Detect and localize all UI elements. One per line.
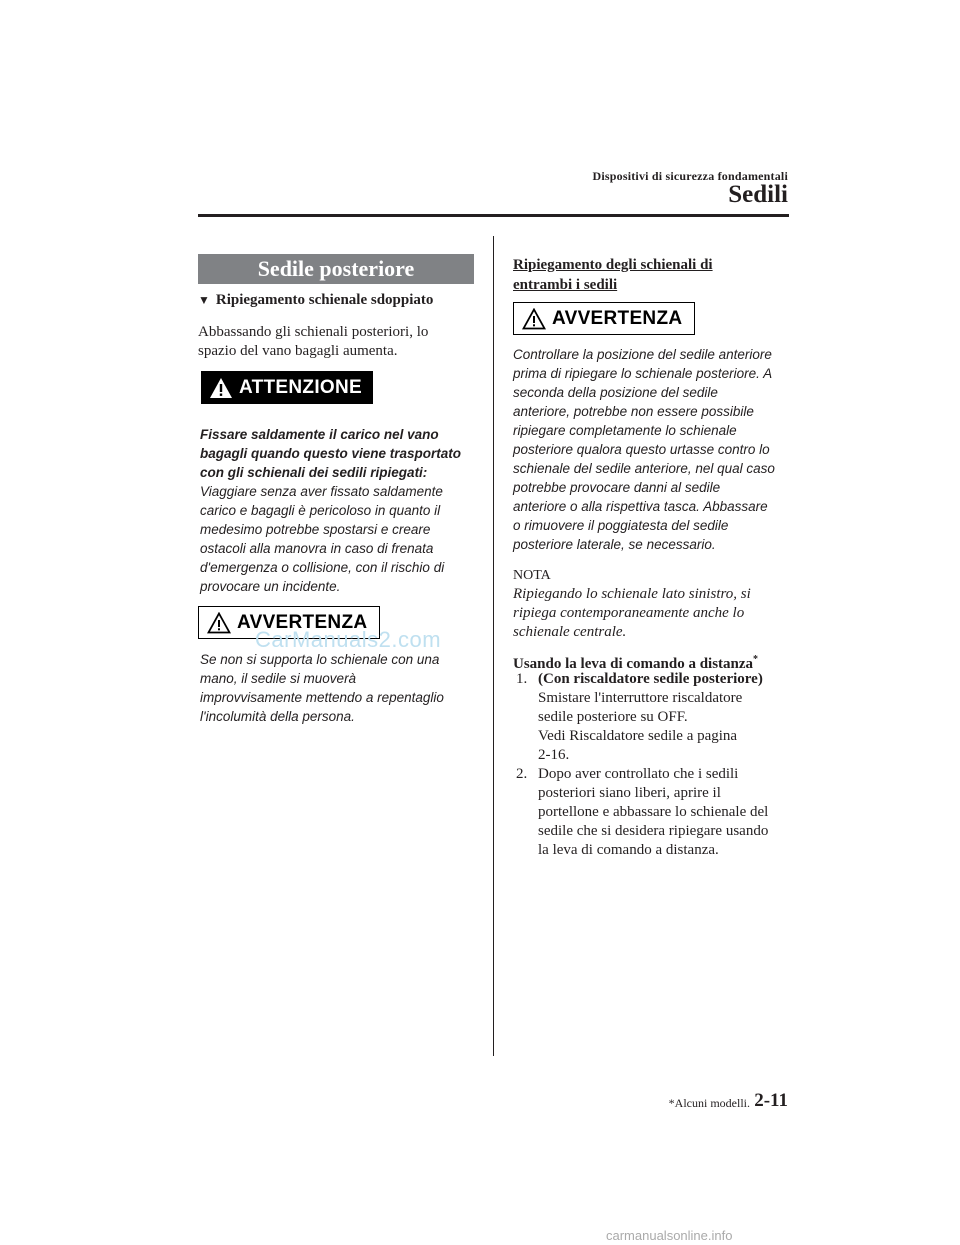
caution-badge: [201, 371, 373, 404]
header-rule: [198, 214, 789, 217]
caution-bold-line: bagagli quando questo viene trasportato: [200, 446, 462, 461]
caution-line: d'emergenza o collisione, con il rischio di: [200, 560, 445, 575]
intro-line: spazio del vano bagagli aumenta.: [198, 343, 398, 359]
warning-line: posteriore laterale, se necessario.: [513, 537, 716, 552]
intro-paragraph: [198, 323, 428, 361]
column-divider: [493, 236, 494, 1056]
nota-line: Ripiegando lo schienale lato sinistro, si: [513, 586, 751, 602]
warning-text-block-left: [200, 650, 475, 726]
warning-line: improvvisamente mettendo a repentaglio: [200, 690, 444, 705]
step-line: Smistare l'interruttore riscaldatore: [538, 690, 743, 706]
warning-line: anteriore, potrebbe non essere possibile: [513, 404, 754, 419]
remote-heading-text: Usando la leva di comando a distanza: [513, 656, 754, 672]
warning-badge-right: [513, 302, 695, 335]
watermark-carmanuals: CarManuals2.com: [255, 627, 442, 652]
warning-line: anteriore o alla rispettiva tasca. Abbassare: [513, 499, 768, 514]
list-item: [516, 670, 796, 765]
step-number: 1.: [516, 671, 528, 687]
warning-line: posteriore qualora questo urtasse contro lo: [513, 442, 770, 457]
warning-label: AVVERTENZA: [237, 611, 368, 633]
step-line: posteriori siano liberi, aprire il: [538, 785, 721, 801]
warning-line: l'incolumità della persona.: [200, 709, 355, 724]
caution-text-block: [200, 425, 475, 596]
warning-triangle-icon: [209, 377, 233, 399]
caution-line: ostacoli alla manovra in caso di frenata: [200, 541, 434, 556]
step-bold: (Con riscaldatore sedile posteriore): [538, 671, 763, 687]
warning-line: seconda della posizione del sedile: [513, 385, 718, 400]
warning-line: Se non si supporta lo schienale con una: [200, 652, 440, 667]
step-line: 2-16.: [538, 747, 570, 763]
caution-line: Viaggiare senza aver fissato saldamente: [200, 484, 443, 499]
intro-line: Abbassando gli schienali posteriori, lo: [198, 324, 429, 340]
page-number: 2-11: [754, 1090, 788, 1111]
warning-line: prima di ripiegare lo schienale posteriore. A: [513, 366, 773, 381]
caution-line: provocare un incidente.: [200, 579, 341, 594]
step-line: sedile che si desidera ripiegare usando: [538, 823, 769, 839]
nota-text-block: [513, 585, 793, 642]
nota-line: ripiega contemporaneamente anche lo: [513, 605, 745, 621]
step-number: 2.: [516, 766, 528, 782]
step-line: Vedi Riscaldatore sedile a pagina: [538, 728, 738, 744]
warning-triangle-icon: [522, 308, 546, 330]
caution-line: medesimo potrebbe spostarsi e creare: [200, 522, 431, 537]
step-line: portellone e abbassare lo schienale del: [538, 804, 769, 820]
warning-triangle-icon: [207, 612, 231, 634]
running-header-section: Dispositivi di sicurezza fondamentali: [592, 169, 788, 183]
warning-label: AVVERTENZA: [552, 307, 683, 329]
warning-line: schienale del sedile anteriore, nel qual caso: [513, 461, 775, 476]
nota-label: NOTA: [513, 568, 551, 583]
right-heading-line: Ripiegamento degli schienali di: [513, 257, 713, 273]
watermark-bottom: carmanualsonline.info: [606, 1228, 733, 1243]
caution-bold-line: Fissare saldamente il carico nel vano: [200, 427, 439, 442]
step-line: Dopo aver controllato che i sedili: [538, 766, 739, 782]
warning-line: mano, il sedile si muoverà: [200, 671, 357, 686]
caution-bold-line: con gli schienali dei sedili ripiegati:: [200, 465, 428, 480]
running-header-title: Sedili: [728, 181, 788, 208]
warning-text-block-right: [513, 345, 793, 554]
triangle-bullet-icon: ▼: [198, 293, 210, 307]
section-title-band: Sedile posteriore: [198, 254, 474, 284]
step-line: sedile posteriore su OFF.: [538, 709, 688, 725]
subheading: [198, 292, 433, 309]
right-heading-line: entrambi i sedili: [513, 277, 618, 293]
warning-line: potrebbe provocare danni al sedile: [513, 480, 721, 495]
step-line: la leva di comando a distanza.: [538, 842, 719, 858]
warning-line: Controllare la posizione del sedile anteriore: [513, 347, 772, 362]
subheading-text: Ripiegamento schienale sdoppiato: [215, 292, 434, 308]
list-item: [516, 765, 796, 860]
right-heading: [513, 255, 713, 295]
warning-line: ripiegare completamente lo schienale: [513, 423, 737, 438]
steps-list: [516, 670, 796, 860]
footnote-mark: *: [753, 654, 759, 665]
caution-label: ATTENZIONE: [239, 376, 362, 398]
caution-line: carico e bagagli è pericoloso in quanto il: [200, 503, 441, 518]
footnote: *Alcuni modelli.: [668, 1096, 750, 1110]
warning-line: o rimuovere il poggiatesta del sedile: [513, 518, 729, 533]
nota-line: schienale centrale.: [513, 624, 627, 640]
